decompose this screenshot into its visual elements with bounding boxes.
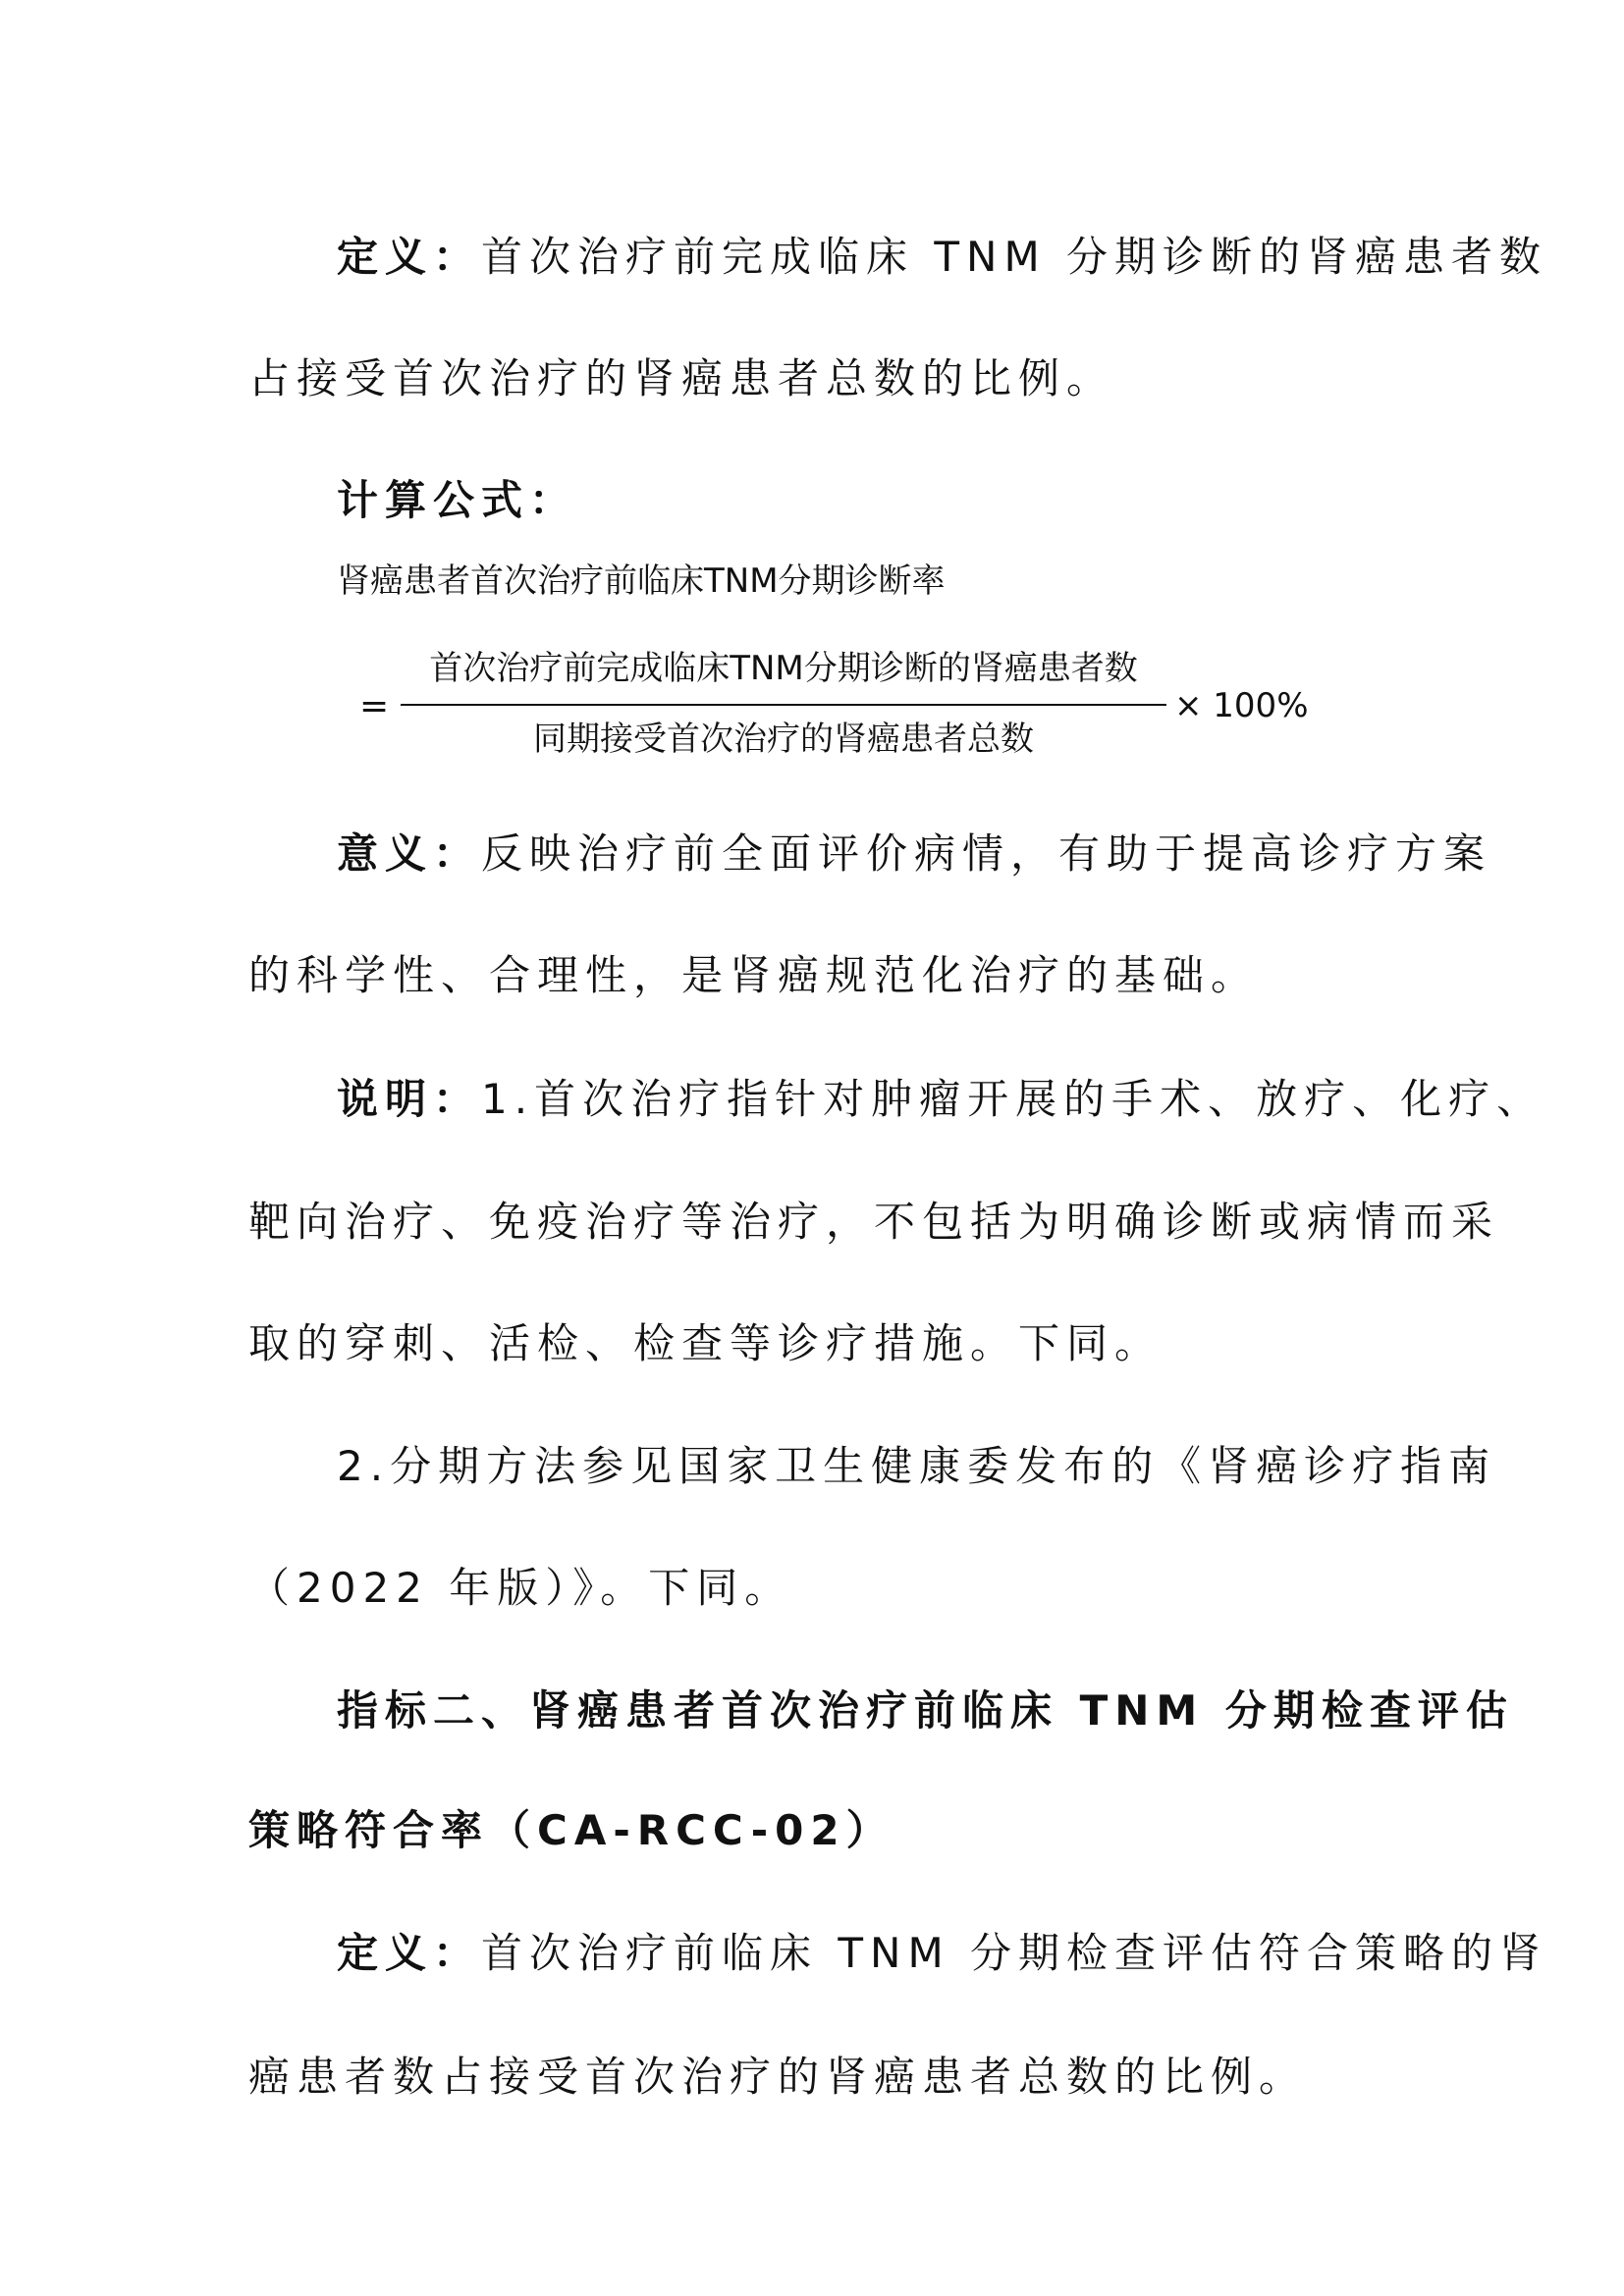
indicator-title-line-1: 指标二、肾癌患者首次治疗前临床 TNM 分期检查评估 (337, 1686, 1514, 1735)
note-paragraph-line-2: 靶向治疗、免疫治疗等治疗，不包括为明确诊断或病情而采 (248, 1198, 1500, 1246)
equals-sign: = (359, 686, 390, 726)
formula-fraction (401, 638, 1166, 766)
definition2-label: 定义： (337, 1929, 482, 1977)
indicator-title-line-2: 策略符合率（CA-RCC-02） (248, 1806, 894, 1854)
formula-name: 肾癌患者首次治疗前临床TNM分期诊断率 (337, 561, 946, 601)
note-paragraph-line-1 (337, 1075, 1545, 1123)
definition-paragraph-line-1 (337, 233, 1548, 281)
definition2-paragraph-line-2: 癌患者数占接受首次治疗的肾癌患者总数的比例。 (248, 2053, 1308, 2101)
definition-label: 定义： (337, 233, 482, 281)
note-paragraph-line-5: （2022 年版）》。下同。 (248, 1564, 793, 1612)
formula-numerator: 首次治疗前完成临床TNM分期诊断的肾癌患者数 (429, 649, 1138, 688)
definition-text-line-1: 首次治疗前完成临床 TNM 分期诊断的肾癌患者数 (481, 233, 1548, 281)
note-text-line-1: 1.首次治疗指针对肿瘤开展的手术、放疗、化疗、 (481, 1075, 1545, 1123)
meaning-text-line-1: 反映治疗前全面评价病情，有助于提高诊疗方案 (481, 829, 1492, 878)
definition2-paragraph-line-1 (337, 1929, 1548, 1977)
note-paragraph-line-3: 取的穿刺、活检、检查等诊疗措施。下同。 (248, 1319, 1164, 1367)
formula-heading: 计算公式： (337, 476, 578, 524)
note-label: 说明： (337, 1075, 482, 1123)
fraction-bar (401, 704, 1166, 706)
meaning-paragraph-line-2: 的科学性、合理性，是肾癌规范化治疗的基础。 (248, 951, 1260, 999)
formula-multiplier: × 100% (1174, 686, 1309, 725)
definition2-text-line-1: 首次治疗前临床 TNM 分期检查评估符合策略的肾 (481, 1929, 1548, 1977)
meaning-paragraph-line-1 (337, 829, 1492, 878)
definition-paragraph-line-2: 占接受首次治疗的肾癌患者总数的比例。 (248, 354, 1115, 402)
note-paragraph-line-4: 2.分期方法参见国家卫生健康委发布的《肾癌诊疗指南 (337, 1442, 1497, 1490)
meaning-label: 意义： (337, 829, 482, 878)
formula-denominator: 同期接受首次治疗的肾癌患者总数 (533, 720, 1034, 759)
calculation-formula (359, 638, 1309, 766)
